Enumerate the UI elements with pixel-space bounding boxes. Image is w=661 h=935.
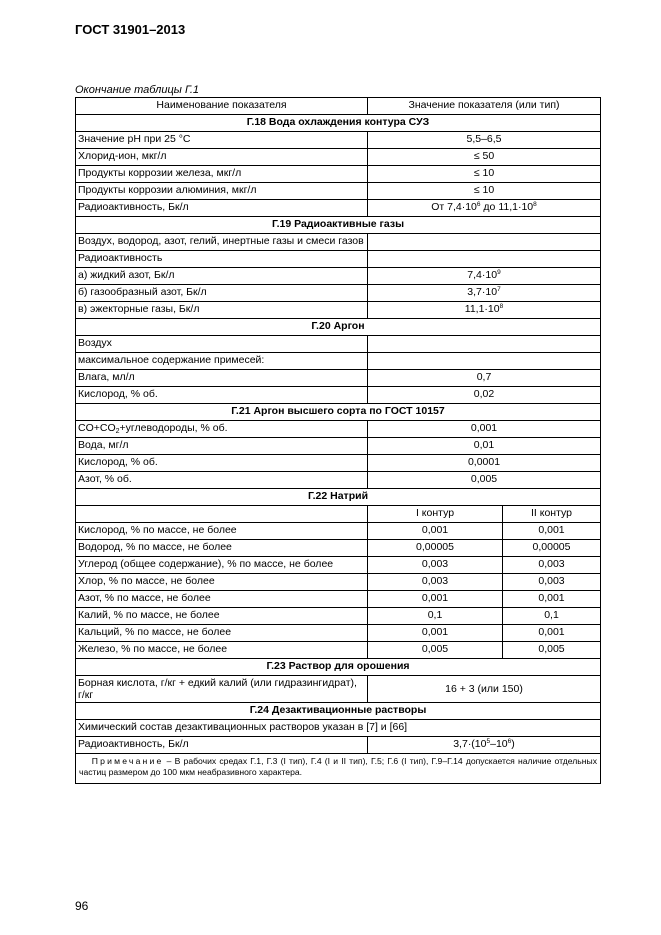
- row-name: максимальное содержание примесей:: [76, 353, 368, 370]
- row-name: Калий, % по массе, не более: [76, 608, 368, 625]
- table-row: [76, 336, 601, 353]
- row-name: Продукты коррозии алюминия, мкг/л: [76, 183, 368, 200]
- table-row: [76, 251, 601, 268]
- table-row: [76, 523, 601, 540]
- page-number: 96: [75, 899, 89, 913]
- table-note: [76, 754, 601, 784]
- row-name: Значение pH при 25 °С: [76, 132, 368, 149]
- table-row: [76, 625, 601, 642]
- row-name: Влага, мл/л: [76, 370, 368, 387]
- circuit-2-value: 0,001: [503, 625, 601, 642]
- row-name: Кислород, % об.: [76, 387, 368, 404]
- row-value: 0,7: [368, 370, 601, 387]
- row-value: 0,01: [368, 438, 601, 455]
- circuit-2-value: 0,001: [503, 523, 601, 540]
- table-row: [76, 268, 601, 285]
- column-header-value: Значение показателя (или тип): [368, 98, 601, 115]
- row-value: 0,02: [368, 387, 601, 404]
- row-name: Воздух, водород, азот, гелий, инертные газы и смеси газов: [76, 234, 368, 251]
- note-row: [76, 754, 601, 784]
- table-row: [76, 591, 601, 608]
- value-part: 7,4·10: [467, 269, 498, 281]
- table-row: [76, 472, 601, 489]
- document-header: ГОСТ 31901–2013: [75, 22, 186, 37]
- row-value: [368, 353, 601, 370]
- exponent: 7: [497, 286, 501, 293]
- row-name: а) жидкий азот, Бк/л: [76, 268, 368, 285]
- exponent: 8: [499, 303, 504, 310]
- circuit-2-value: 0,005: [503, 642, 601, 659]
- row-name: Железо, % по массе, не более: [76, 642, 368, 659]
- table-row: [76, 370, 601, 387]
- note-text: – В рабочих средах Г.1, Г.3 (I тип), Г.4 (I и II тип), Г.5; Г.6 (I тип), Г.9–Г.14 допускается наличие отдельных частиц размером до 100 мкм неабразивного характера.: [79, 756, 598, 777]
- row-name: Продукты коррозии железа, мкг/л: [76, 166, 368, 183]
- exponent: 8: [533, 201, 537, 208]
- row-name: Воздух: [76, 336, 368, 353]
- subheader-row: [76, 506, 601, 523]
- table-row: [76, 166, 601, 183]
- circuit-1-value: 0,001: [368, 591, 503, 608]
- row-value: 0,005: [368, 472, 601, 489]
- row-value: ≤ 10: [368, 183, 601, 200]
- name-part: +углеводороды, % об.: [119, 422, 228, 434]
- row-text: Химический состав дезактивационных растворов указан в [7] и [66]: [76, 720, 601, 737]
- row-value: 5,5–6,5: [368, 132, 601, 149]
- indicators-table: [75, 97, 601, 784]
- table-row: [76, 676, 601, 703]
- section-title: Г.22 Натрий: [76, 489, 601, 506]
- exponent: 6: [507, 738, 512, 745]
- circuit-1-value: 0,001: [368, 625, 503, 642]
- table-row: [76, 608, 601, 625]
- row-name: Вода, мг/л: [76, 438, 368, 455]
- name-part: CO+CO: [78, 422, 116, 434]
- row-name: Радиоактивность, Бк/л: [76, 737, 368, 754]
- table-row: [76, 302, 601, 319]
- row-name: Радиоактивность, Бк/л: [76, 200, 368, 217]
- note-label: Примечание: [91, 756, 164, 766]
- table-row: [76, 387, 601, 404]
- value-part: –10: [490, 738, 508, 750]
- section-title: Г.24 Дезактивационные растворы: [76, 703, 601, 720]
- row-name: Радиоактивность: [76, 251, 368, 268]
- table-row: [76, 720, 601, 737]
- value-part: до 11,1·10: [480, 201, 534, 213]
- circuit-2-header: II контур: [503, 506, 601, 523]
- value-part: 11,1·10: [464, 303, 500, 315]
- circuit-1-header: I контур: [368, 506, 503, 523]
- row-value: 16 + 3 (или 150): [368, 676, 601, 703]
- row-value: 0,001: [368, 421, 601, 438]
- circuit-1-value: 0,00005: [368, 540, 503, 557]
- exponent: 6: [476, 201, 481, 208]
- row-name: Азот, % по массе, не более: [76, 591, 368, 608]
- row-value: [368, 268, 601, 285]
- section-title: Г.21 Аргон высшего сорта по ГОСТ 10157: [76, 404, 601, 421]
- row-value: [368, 302, 601, 319]
- table-row: [76, 540, 601, 557]
- table-row: [76, 132, 601, 149]
- circuit-2-value: 0,003: [503, 574, 601, 591]
- exponent: 5: [486, 738, 491, 745]
- column-header-name: Наименование показателя: [76, 98, 368, 115]
- section-title: Г.19 Радиоактивные газы: [76, 217, 601, 234]
- row-name: Хлорид-ион, мкг/л: [76, 149, 368, 166]
- circuit-2-value: 0,1: [503, 608, 601, 625]
- section-title: Г.18 Вода охлаждения контура СУЗ: [76, 115, 601, 132]
- row-name: Кислород, % по массе, не более: [76, 523, 368, 540]
- circuit-2-value: 0,003: [503, 557, 601, 574]
- row-name: Углерод (общее содержание), % по массе, не более: [76, 557, 368, 574]
- table-row: [76, 149, 601, 166]
- table-row: [76, 353, 601, 370]
- row-value: [368, 336, 601, 353]
- value-part: 3,7·(10: [453, 738, 487, 750]
- row-name: Хлор, % по массе, не более: [76, 574, 368, 591]
- circuit-1-value: 0,001: [368, 523, 503, 540]
- table-row: [76, 642, 601, 659]
- table-caption: Окончание таблицы Г.1: [75, 84, 199, 96]
- table-row: [76, 438, 601, 455]
- row-value: 0,0001: [368, 455, 601, 472]
- circuit-1-value: 0,003: [368, 574, 503, 591]
- circuit-1-value: 0,1: [368, 608, 503, 625]
- circuit-1-value: 0,005: [368, 642, 503, 659]
- section-title: Г.23 Раствор для орошения: [76, 659, 601, 676]
- row-name: Борная кислота, г/кг + едкий калий (или гидразингидрат), г/кг: [76, 676, 368, 703]
- row-name: в) эжекторные газы, Бк/л: [76, 302, 368, 319]
- row-value: ≤ 50: [368, 149, 601, 166]
- row-value: [368, 251, 601, 268]
- value-part: ): [511, 738, 515, 750]
- section-title: Г.20 Аргон: [76, 319, 601, 336]
- row-value: [368, 737, 601, 754]
- row-name: Кислород, % об.: [76, 455, 368, 472]
- table-row: [76, 285, 601, 302]
- row-name: Водород, % по массе, не более: [76, 540, 368, 557]
- table-row: [76, 421, 601, 438]
- table-row: [76, 737, 601, 754]
- table-row: [76, 200, 601, 217]
- exponent: 9: [497, 269, 501, 276]
- value-part: 3,7·10: [467, 286, 498, 298]
- table-row: [76, 234, 601, 251]
- row-name: Азот, % об.: [76, 472, 368, 489]
- circuit-2-value: 0,001: [503, 591, 601, 608]
- table-row: [76, 455, 601, 472]
- row-value: ≤ 10: [368, 166, 601, 183]
- row-name: [76, 421, 368, 438]
- table-header-row: [76, 98, 601, 115]
- circuit-1-value: 0,003: [368, 557, 503, 574]
- row-name: б) газообразный азот, Бк/л: [76, 285, 368, 302]
- value-part: От 7,4·10: [431, 201, 477, 213]
- table-row: [76, 183, 601, 200]
- row-value: [368, 200, 601, 217]
- row-value: [368, 234, 601, 251]
- circuit-2-value: 0,00005: [503, 540, 601, 557]
- row-name: Кальций, % по массе, не более: [76, 625, 368, 642]
- empty-cell: [76, 506, 368, 523]
- table-row: [76, 557, 601, 574]
- table-row: [76, 574, 601, 591]
- subscript: 2: [115, 428, 120, 435]
- row-value: [368, 285, 601, 302]
